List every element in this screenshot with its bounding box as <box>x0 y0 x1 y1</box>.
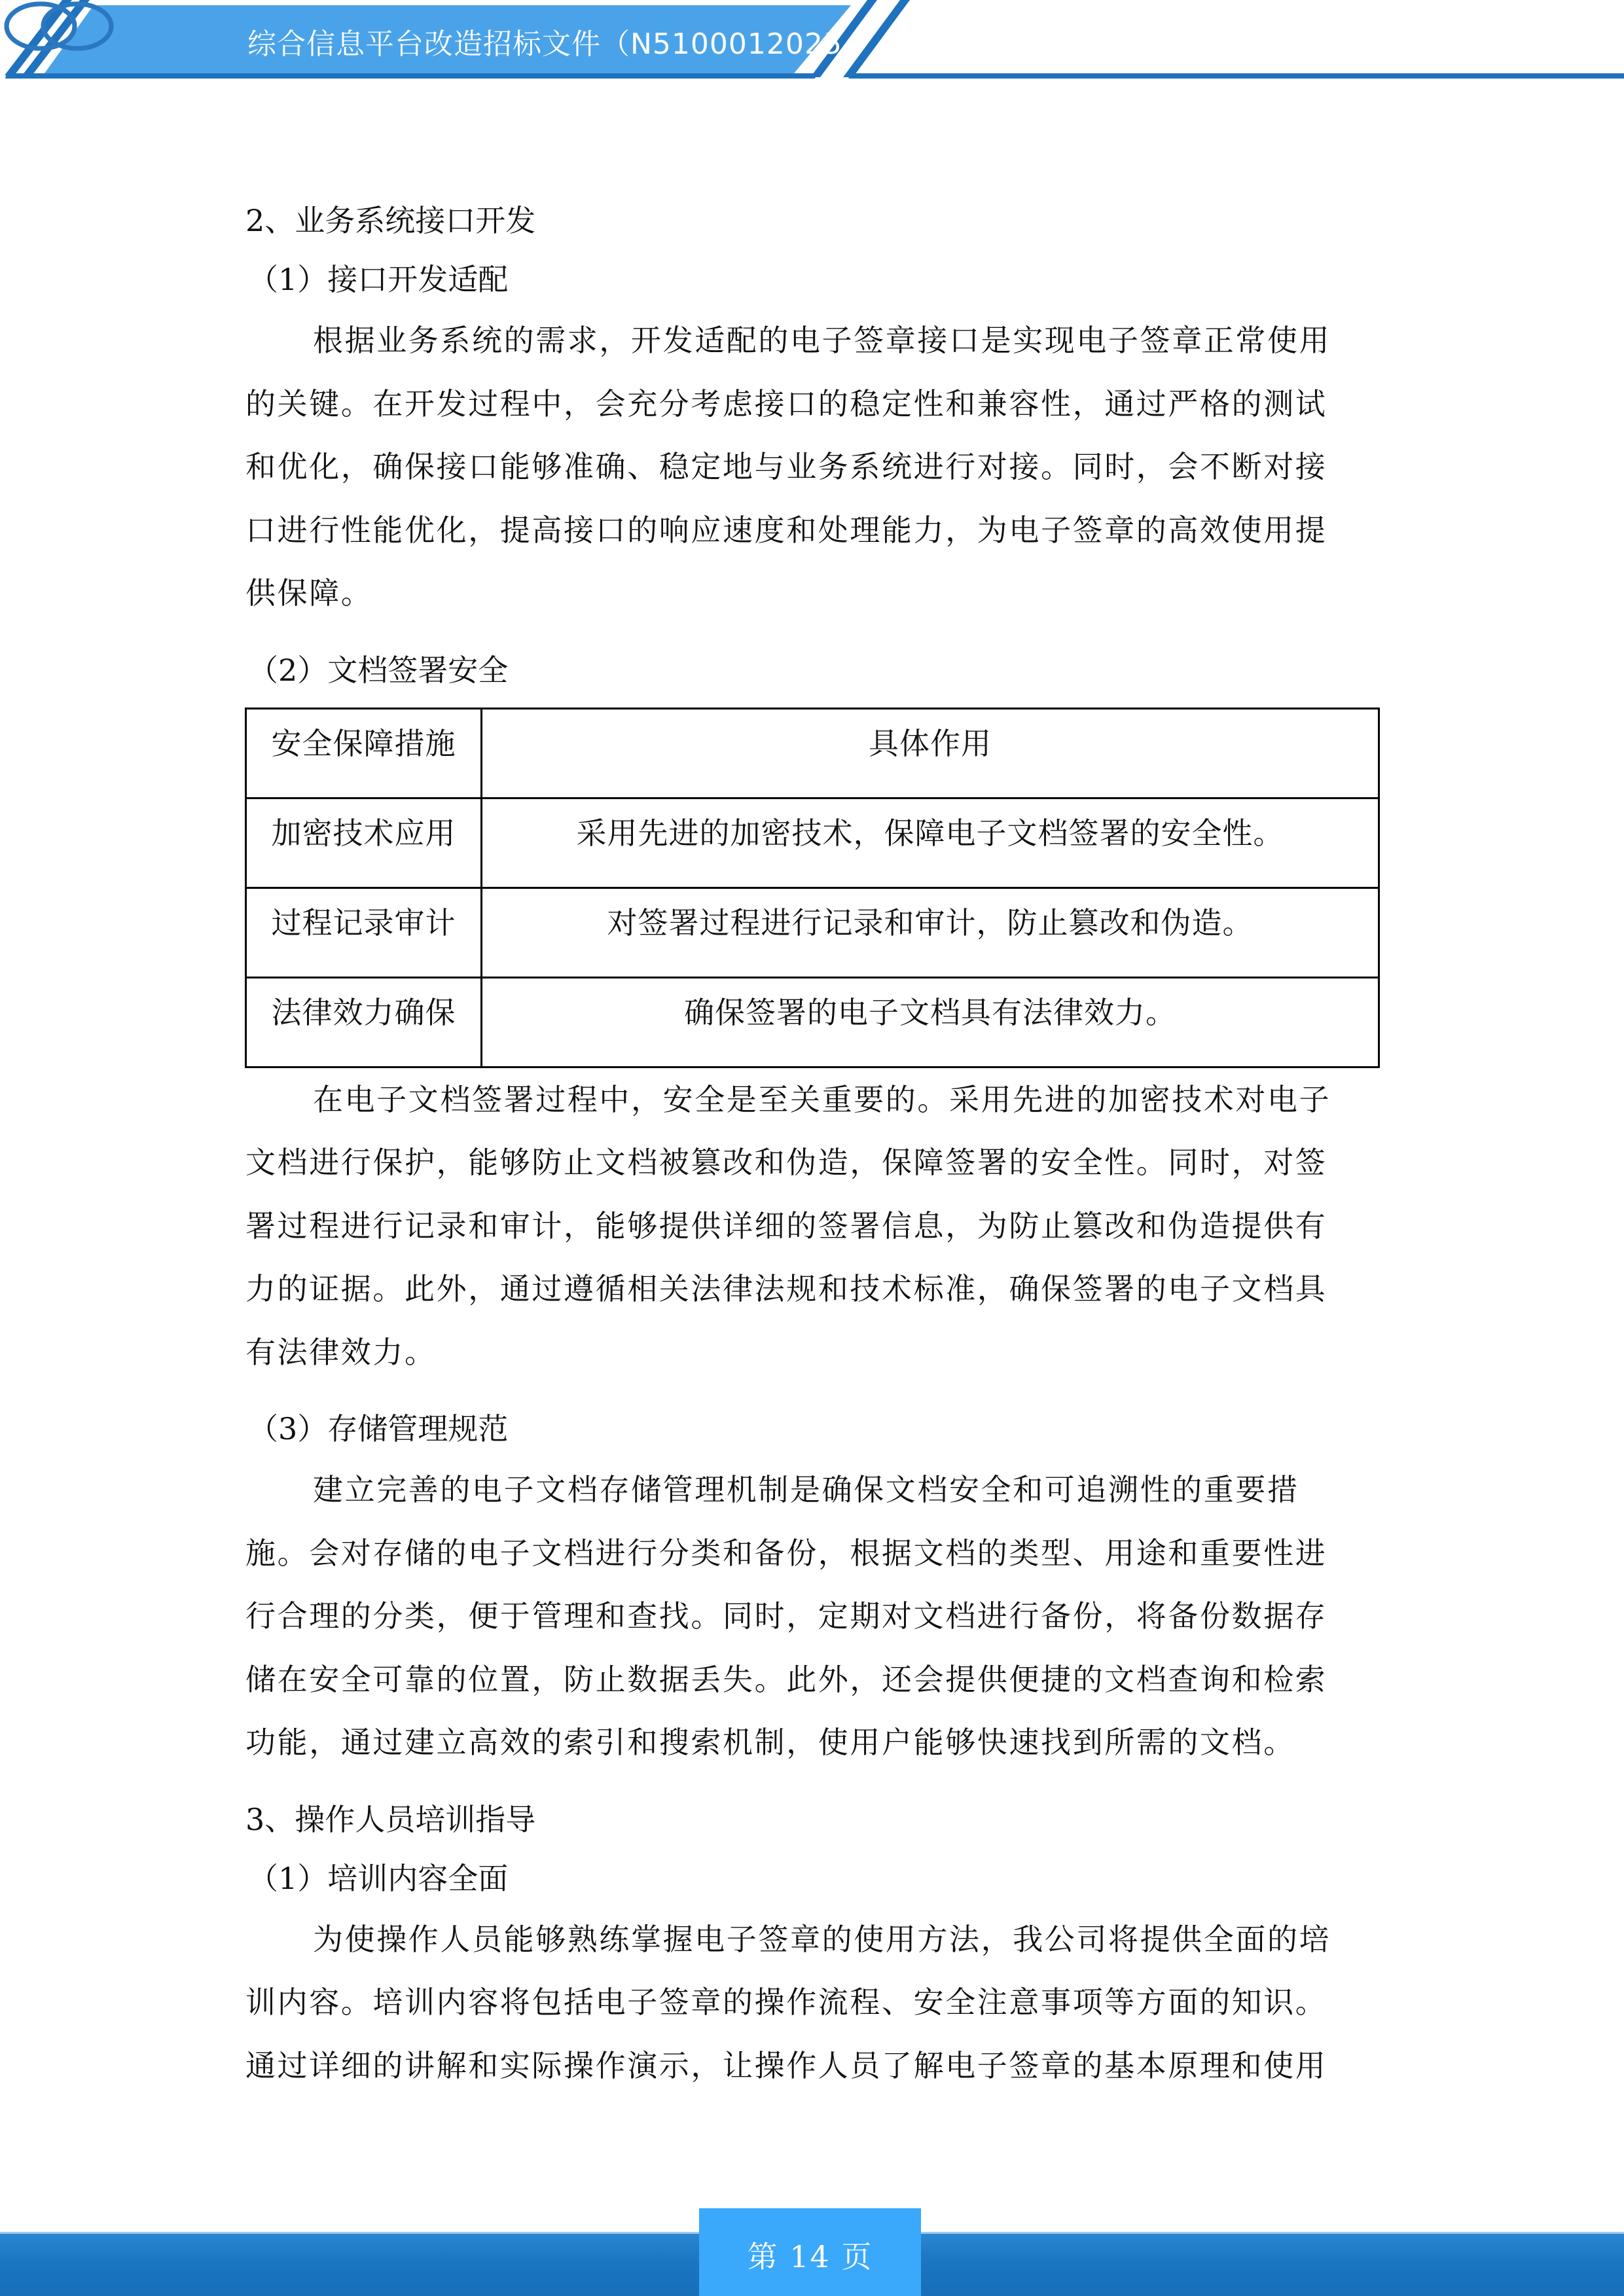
paragraph-line: 力的证据。此外，通过遵循相关法律法规和技术标准，确保签署的电子文档具 <box>245 1271 1327 1306</box>
page-number-tab <box>699 2208 921 2296</box>
table-cell: 采用先进的加密技术，保障电子文档签署的安全性。 <box>482 798 1379 888</box>
table-row <box>246 977 1379 1067</box>
paragraph-line: 根据业务系统的需求，开发适配的电子签章接口是实现电子签章正常使用 <box>313 323 1331 358</box>
paragraph-line: 训内容。培训内容将包括电子签章的操作流程、安全注意事项等方面的知识。 <box>245 1984 1327 2020</box>
paragraph-line: 在电子文档签署过程中，安全是至关重要的。采用先进的加密技术对电子 <box>313 1081 1331 1117</box>
table-header-row <box>246 708 1379 798</box>
paragraph-line: 署过程进行记录和审计，能够提供详细的签署信息，为防止篡改和伪造提供有 <box>245 1208 1327 1244</box>
paragraph-line: 供保障。 <box>245 575 373 611</box>
paragraph-line: 行合理的分类，便于管理和查找。同时，定期对文档进行备份，将备份数据存 <box>245 1598 1327 1634</box>
document-body <box>245 191 1379 2097</box>
subsection-heading: （2）文档签署安全 <box>248 652 509 688</box>
paragraph-line: 为使操作人员能够熟练掌握电子签章的使用方法，我公司将提供全面的培 <box>313 1921 1331 1957</box>
subsection-heading: （1）培训内容全面 <box>248 1860 509 1896</box>
table-header-cell: 具体作用 <box>482 708 1379 798</box>
subsection-heading: （3）存储管理规范 <box>248 1411 509 1446</box>
paragraph <box>245 1458 1379 1774</box>
paragraph-line: 口进行性能优化，提高接口的响应速度和处理能力，为电子签章的高效使用提 <box>245 512 1327 548</box>
paragraph-line: 储在安全可靠的位置，防止数据丢失。此外，还会提供便捷的文档查询和检索 <box>245 1661 1327 1697</box>
table-row <box>246 798 1379 888</box>
subsection-heading: （1）接口开发适配 <box>248 262 509 297</box>
paragraph-line: 建立完善的电子文档存储管理机制是确保文档安全和可追溯性的重要措 <box>313 1472 1299 1507</box>
paragraph <box>245 309 1379 625</box>
rings-logo-icon <box>0 0 118 52</box>
section-heading: 3、操作人员培训指导 <box>245 1801 536 1837</box>
paragraph-line: 的关键。在开发过程中，会充分考虑接口的稳定性和兼容性，通过严格的测试 <box>245 386 1327 422</box>
paragraph <box>245 1068 1379 1384</box>
table-header-cell: 安全保障措施 <box>246 708 482 798</box>
security-measures-table <box>245 708 1380 1068</box>
paragraph <box>245 1908 1379 2098</box>
paragraph-line: 有法律效力。 <box>245 1334 437 1370</box>
page-header <box>0 0 1624 82</box>
table-cell: 过程记录审计 <box>246 888 482 977</box>
table-row <box>246 888 1379 977</box>
section-heading: 2、业务系统接口开发 <box>245 203 536 238</box>
table-cell: 法律效力确保 <box>246 977 482 1067</box>
page-number: 第 14 页 <box>747 2239 873 2274</box>
paragraph-line: 和优化，确保接口能够准确、稳定地与业务系统进行对接。同时，会不断对接 <box>245 449 1327 484</box>
document-title: 综合信息平台改造招标文件（N5100012025 <box>247 27 842 61</box>
table-cell: 加密技术应用 <box>246 798 482 888</box>
paragraph-line: 文档进行保护，能够防止文档被篡改和伪造，保障签署的安全性。同时，对签 <box>245 1145 1327 1180</box>
paragraph-line: 施。会对存储的电子文档进行分类和备份，根据文档的类型、用途和重要性进 <box>245 1535 1327 1571</box>
paragraph-line: 功能，通过建立高效的索引和搜索机制，使用户能够快速找到所需的文档。 <box>245 1725 1295 1760</box>
table-cell: 确保签署的电子文档具有法律效力。 <box>482 977 1379 1067</box>
table-cell: 对签署过程进行记录和审计，防止篡改和伪造。 <box>482 888 1379 977</box>
paragraph-line: 通过详细的讲解和实际操作演示，让操作人员了解电子签章的基本原理和使用 <box>245 2047 1327 2083</box>
